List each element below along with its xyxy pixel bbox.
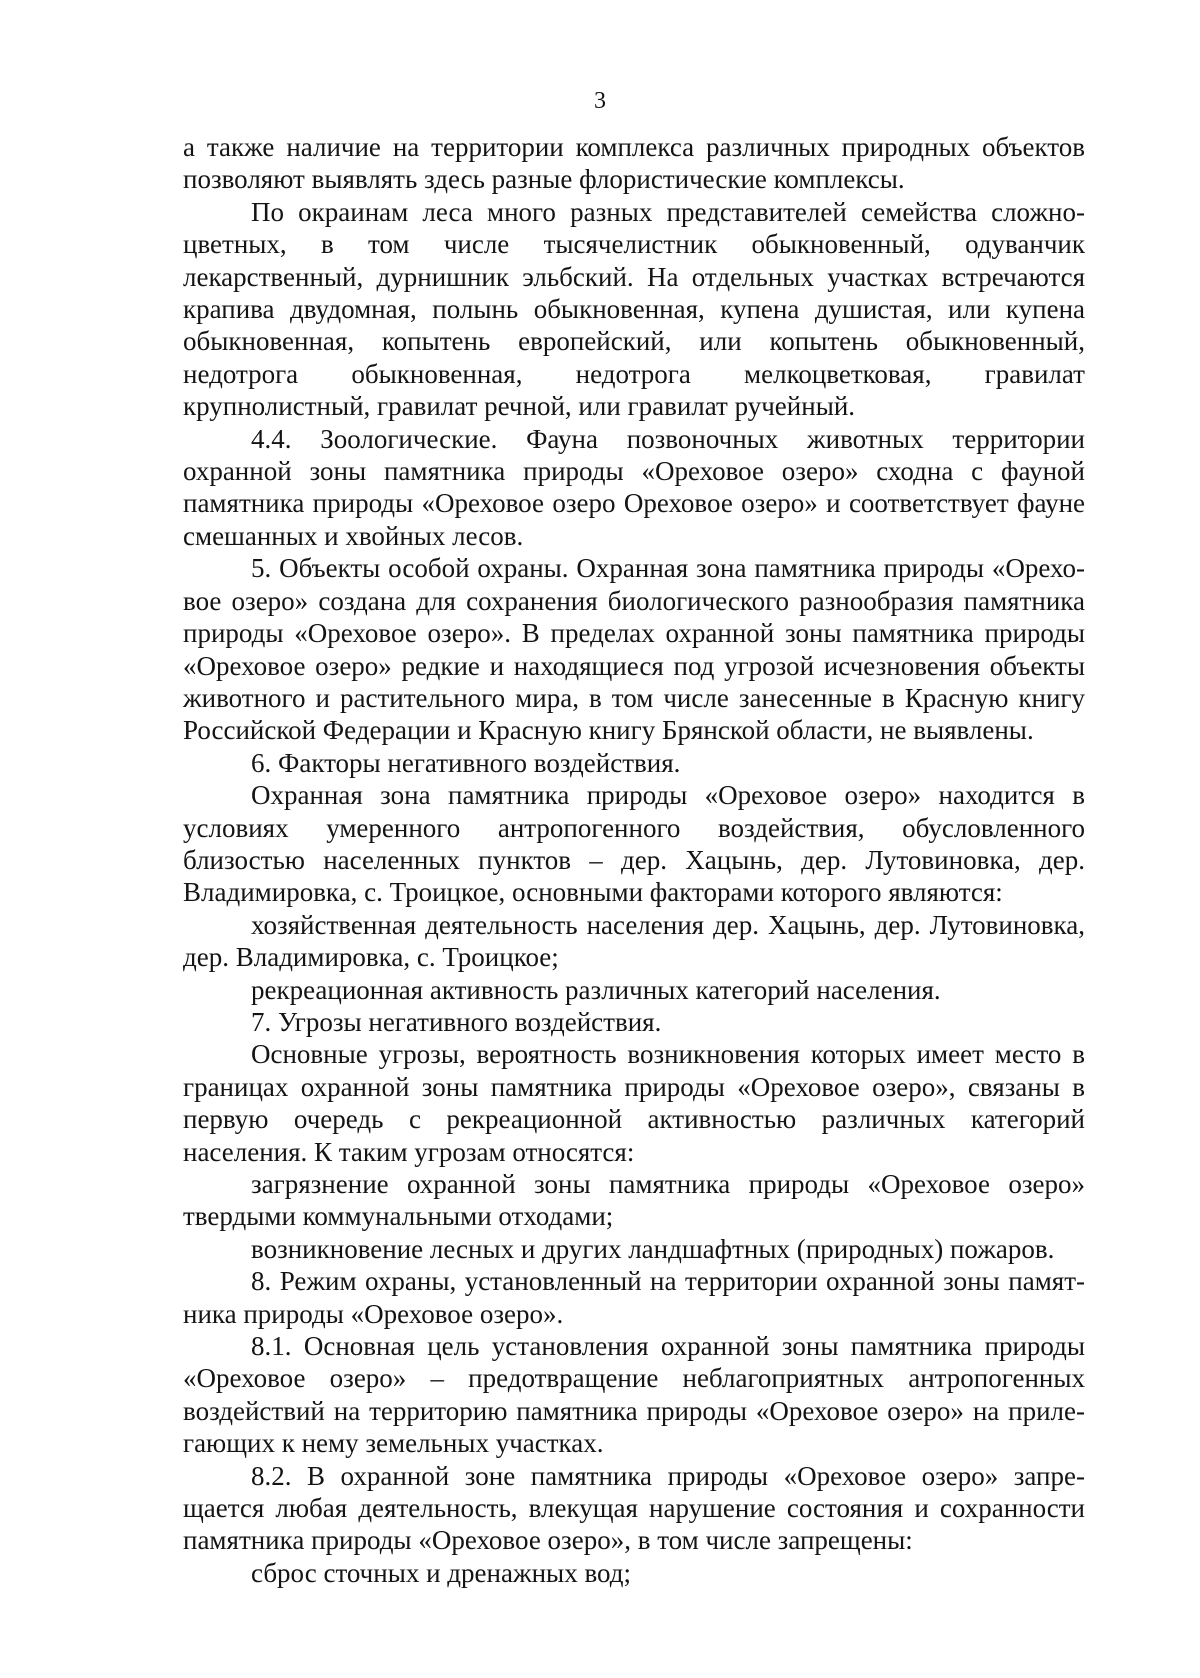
list-item-economic-activity: хозяйственная деятельность населения дер. Хацынь, дер. Лутовиновка, дер. Владимировка, с. Троицкое; <box>183 909 1085 973</box>
paragraph-8-1: 8.1. Основная цель установления охранной зоны памятника природы «Ореховое озеро» – предотвращение неблагоприятных антропогенных воздействий на территорию памятника природы «Ореховое озеро» на прилегающих к нему земельных участках. <box>183 1331 1085 1459</box>
paragraph-anthropogenic-impact: Охранная зона памятника природы «Ореховое озеро» находится в условиях умеренного антропогенного воздействия, обусловленного близостью населенных пунктов – дер. Хацынь, дер. Лутовиновка, дер. Владимировка, с. Троицкое, основными факторами которого являются: <box>183 780 1085 908</box>
heading-protection-regime: 8. Режим охраны, установленный на территории охранной зоны памятника природы «Ореховое озеро». <box>183 1266 1085 1329</box>
document-body <box>183 131 1085 1589</box>
page-number: 3 <box>594 88 606 114</box>
list-item-recreational-activity: рекреационная активность различных категорий населения. <box>251 974 941 1005</box>
paragraph-forest-edges: По окраинам леса много разных представителей семейства сложноцветных, в том числе тысячелистник обыкновенный, одуванчик лекарственный, дурнишник эльбский. На отдельных участках встречаются крапива двудомная, полынь обыкновенная, купена душистая, или купена обыкновенная, копытень европейский, или копытень обыкновенный, недотрога обыкновенная, недотрога мелкоцветковая, гравилат крупнолистный, гравилат речной, или гравилат ручейный. <box>183 196 1085 422</box>
paragraph-flora-continuation: а также наличие на территории комплекса различных природных объектов позволяют выявлять здесь разные флористические комплексы. <box>183 132 1085 195</box>
list-item-pollution: загрязнение охранной зоны памятника природы «Ореховое озеро» твердыми коммунальными отходами; <box>183 1169 1085 1232</box>
heading-threats: 7. Угрозы негативного воздействия. <box>251 1006 662 1037</box>
list-item-wastewater: сброс сточных и дренажных вод; <box>251 1557 631 1588</box>
paragraph-8-2: 8.2. В охранной зоне памятника природы «Ореховое озеро» запрещается любая деятельность, влекущая нарушение состояния и сохранности памятника природы «Ореховое озеро», в том числе запрещены: <box>183 1460 1085 1556</box>
list-item-fires: возникновение лесных и других ландшафтных (природных) пожаров. <box>251 1233 1055 1264</box>
paragraph-protected-objects: 5. Объекты особой охраны. Охранная зона памятника природы «Ореховое озеро» создана для сохранения биологического разнообразия памятника природы «Ореховое озеро». В пределах охранной зоны памятника природы «Ореховое озеро» редкие и находящиеся под угрозой исчезновения объекты животного и растительного мира, в том числе занесенные в Красную книгу Российской Федерации и Красную книгу Брянской области, не выявлены. <box>183 553 1085 746</box>
paragraph-zoological: 4.4. Зоологические. Фауна позвоночных животных территории охранной зоны памятника природы «Ореховое озеро» сходна с фауной памятника природы «Ореховое озеро Ореховое озеро» и соответствует фауне смешанных и хвойных лесов. <box>183 423 1085 551</box>
paragraph-main-threats: Основные угрозы, вероятность возникновения которых имеет место в границах охранной зоны памятника природы «Ореховое озеро», связаны в первую очередь с рекреационной активностью различных категорий населения. К таким угрозам относятся: <box>183 1039 1085 1167</box>
heading-negative-factors: 6. Факторы негативного воздействия. <box>251 747 681 778</box>
